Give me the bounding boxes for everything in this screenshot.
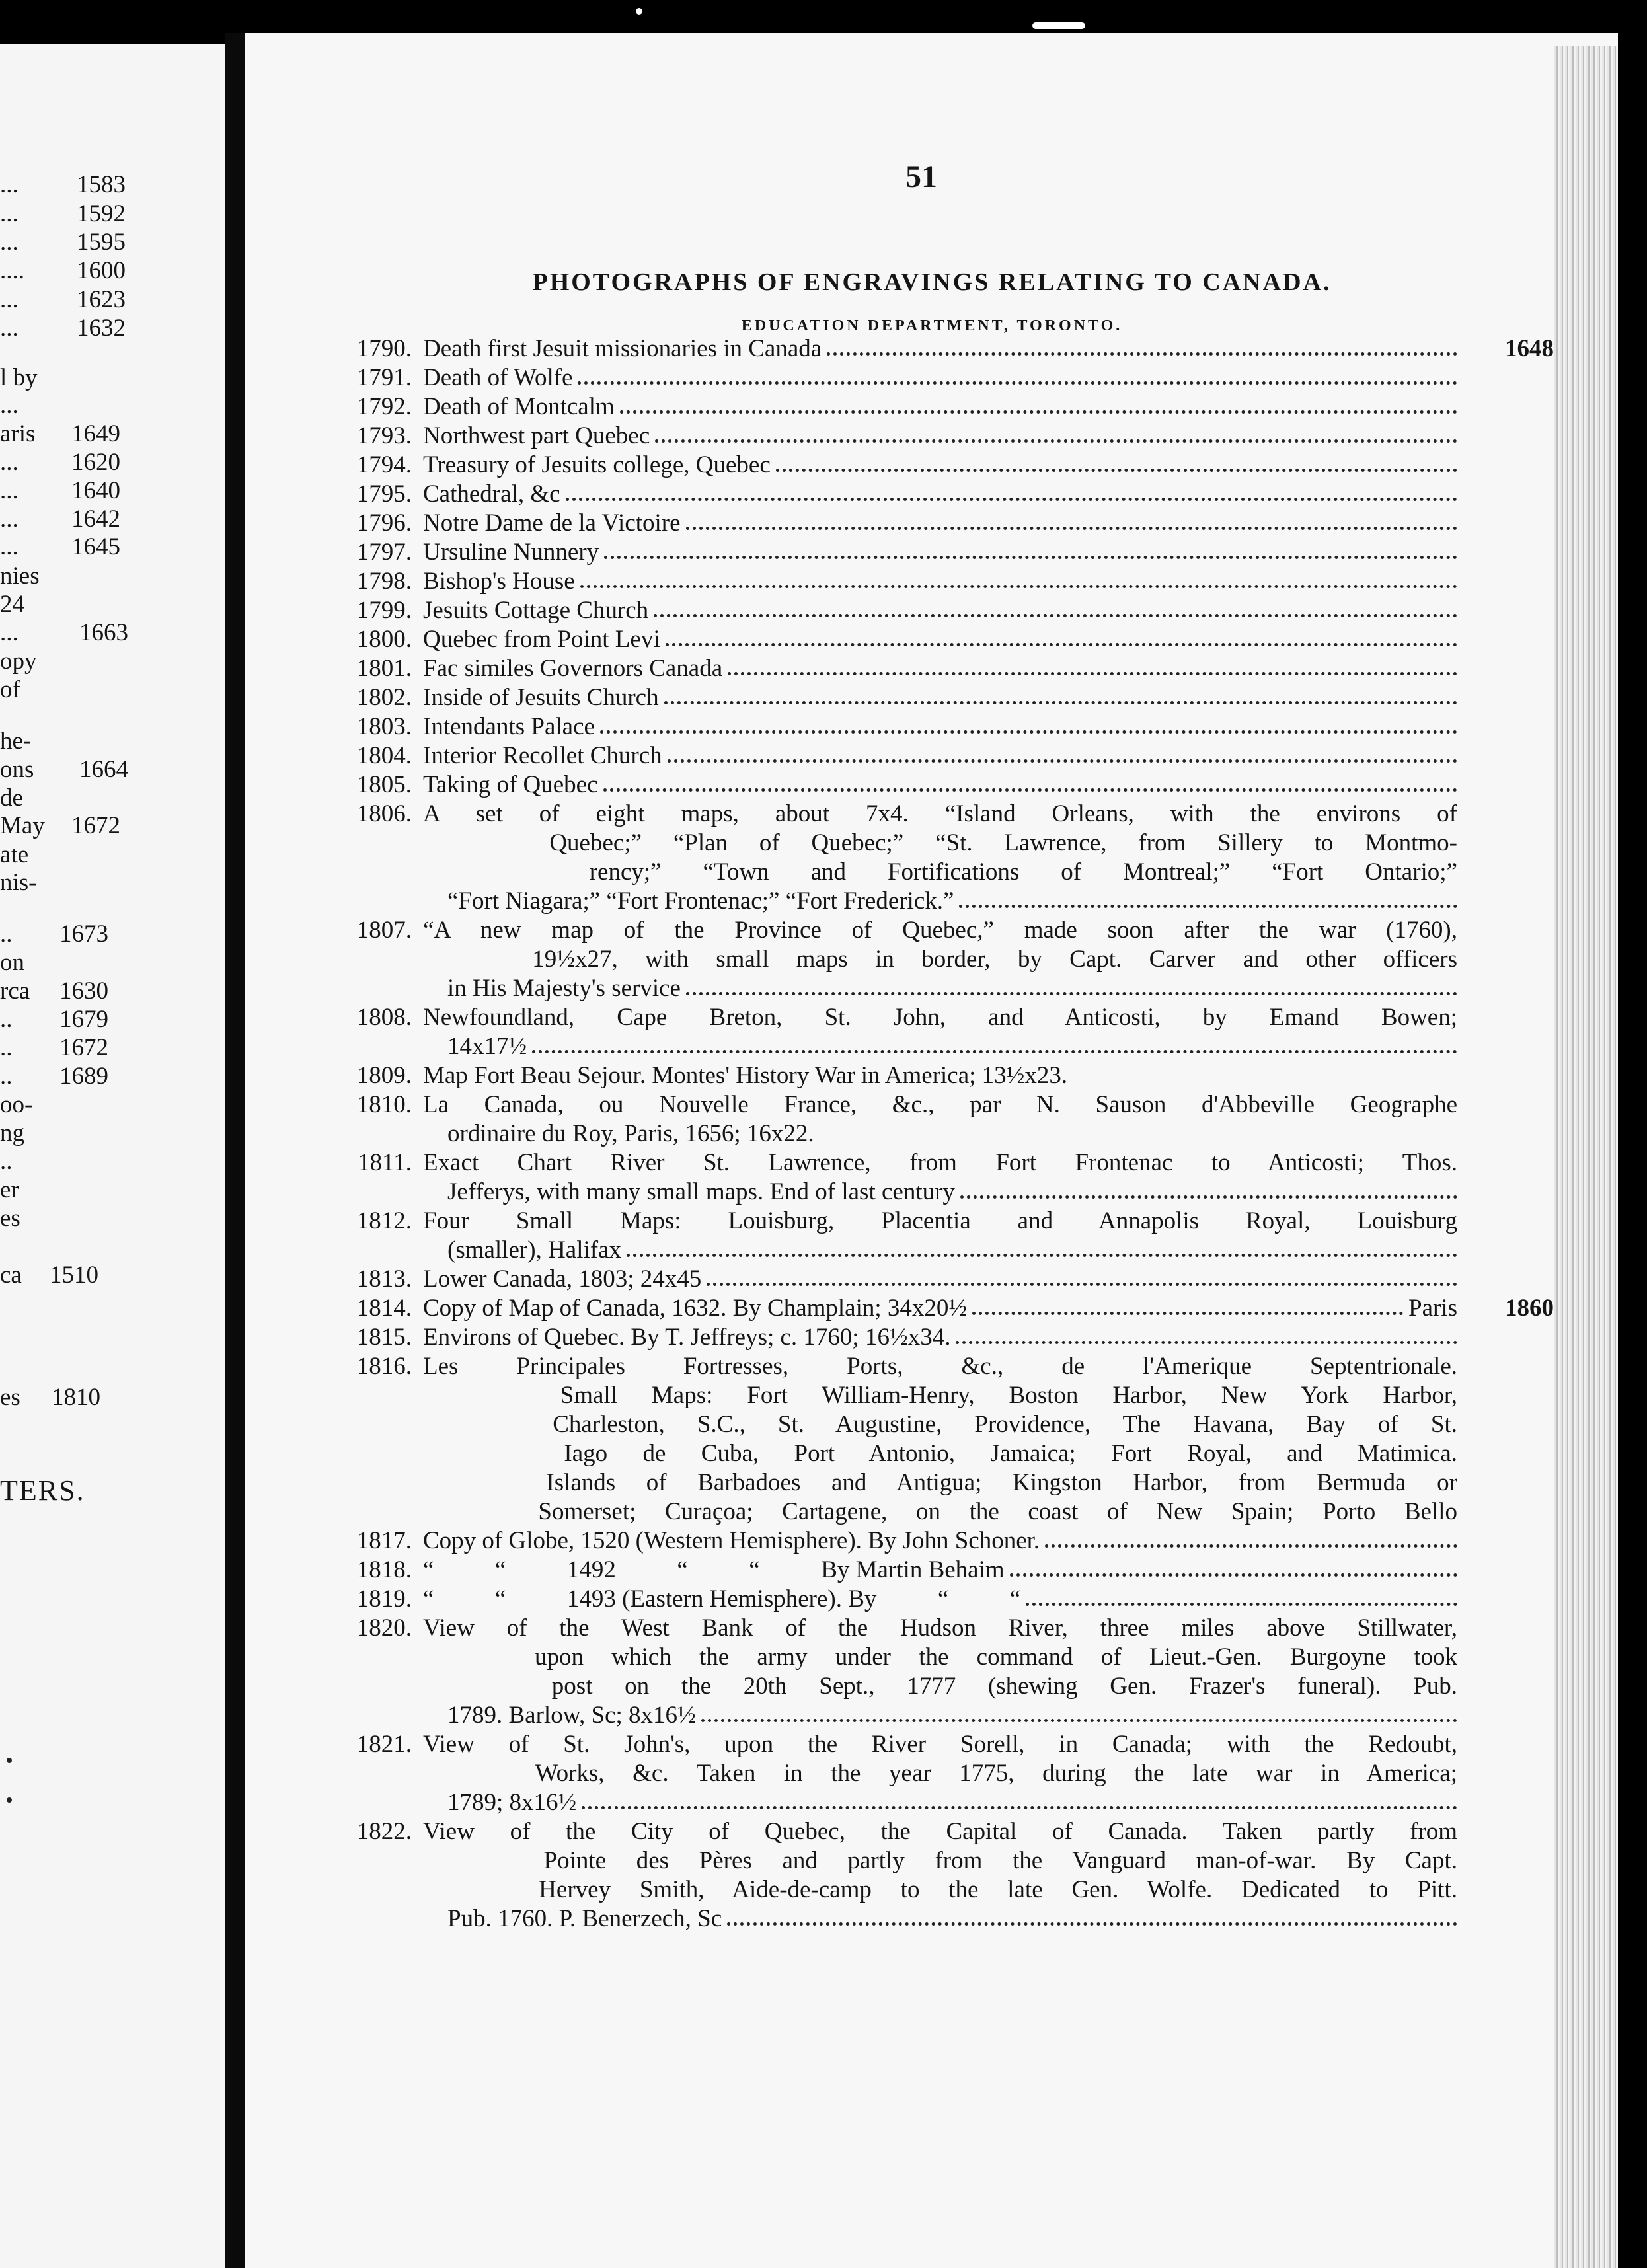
entry-description [423, 1585, 1457, 1614]
left-page-year: 1640 [71, 477, 120, 504]
entry-description [423, 1556, 1457, 1585]
entry-line [423, 1323, 1457, 1352]
entry-number: 1807. [356, 917, 412, 944]
left-page-year: 1664 [79, 756, 128, 783]
entry-line [423, 1294, 1457, 1323]
entry-description [423, 1817, 1457, 1934]
entry-number: 1820. [356, 1614, 412, 1642]
catalogue-entry [334, 800, 1623, 916]
entry-line-text: Notre Dame de la Victoire [423, 510, 681, 537]
entry-line-text: Cathedral, &c [423, 480, 560, 508]
entry-line [423, 363, 1457, 393]
left-page-fragment: de [0, 784, 23, 812]
entry-number: 1806. [356, 800, 412, 827]
leader-dots [972, 1294, 1403, 1315]
entry-line-text: 1789. Barlow, Sc; 8x16½ [423, 1702, 696, 1729]
entry-number: 1795. [356, 480, 412, 508]
entry-line [423, 538, 1457, 567]
entry-line [423, 334, 1457, 363]
entry-line [423, 945, 1457, 974]
entry-description [423, 683, 1457, 712]
catalogue-entry [334, 1817, 1623, 1934]
left-page-fragment: he- [0, 728, 32, 755]
entry-line [423, 1032, 1457, 1061]
left-page-year: 1600 [77, 257, 126, 284]
entry-line [423, 858, 1457, 887]
entry-line-text: Les Principales Fortresses, Ports, &c., de l'Amerique Septentrionale. [423, 1353, 1457, 1380]
entry-number: 1790. [356, 335, 412, 362]
left-page-fragment: l by [0, 364, 38, 391]
entry-description [423, 1265, 1457, 1294]
entry-line-text: Jefferys, with many small maps. End of last century [423, 1178, 955, 1205]
catalogue-entry [334, 596, 1623, 625]
stray-mark [7, 1797, 12, 1803]
entry-line [423, 1178, 1457, 1207]
entry-line-text: Inside of Jesuits Church [423, 684, 659, 711]
left-page-fragment: ... [0, 171, 19, 198]
entry-description [423, 1090, 1457, 1149]
left-page-year: 1620 [71, 449, 120, 476]
entry-description [423, 480, 1457, 509]
entry-line-text: Hervey Smith, Aide-de-camp to the late Gen. Wolfe. Dedicated to Pitt. [423, 1876, 1457, 1903]
left-page-year: 1810 [52, 1384, 100, 1411]
entry-description [423, 393, 1457, 422]
entry-line [423, 1468, 1457, 1497]
left-page-fragment: .... [0, 257, 24, 284]
left-page-fragment: ... [0, 449, 19, 476]
entry-number: 1792. [356, 393, 412, 420]
entry-line [423, 1352, 1457, 1381]
catalogue-entry [334, 422, 1623, 451]
entry-line [423, 422, 1457, 451]
entry-line-text: Environs of Quebec. By T. Jeffreys; c. 1760; 16½x34. [423, 1324, 951, 1351]
entry-number: 1802. [356, 684, 412, 711]
entry-line [423, 712, 1457, 741]
entry-number: 1803. [356, 713, 412, 740]
entry-line [423, 800, 1457, 829]
catalogue-entry [334, 771, 1623, 800]
entry-line [423, 1497, 1457, 1527]
left-page-year: 1679 [59, 1006, 108, 1033]
entry-description [423, 1614, 1457, 1730]
catalogue-entry [334, 1207, 1623, 1265]
entry-line-text: Intendants Palace [423, 713, 595, 740]
catalogue-entry [334, 334, 1623, 363]
left-page-year: 1592 [77, 200, 126, 227]
left-page-fragment: er [0, 1176, 19, 1203]
entry-line [423, 887, 1457, 916]
entry-line-text: Newfoundland, Cape Breton, St. John, and Anticosti, by Emand Bowen; [423, 1004, 1457, 1031]
entry-line-text: “ “ 1492 “ “ By Martin Behaim [423, 1556, 1005, 1583]
entry-line [423, 567, 1457, 596]
left-page-fragment: nis- [0, 869, 37, 896]
entry-line-text: Copy of Globe, 1520 (Western Hemisphere). By John Schoner. [423, 1527, 1040, 1554]
catalogue-entry [334, 1149, 1623, 1207]
entry-line [423, 741, 1457, 771]
entry-number: 1814. [356, 1295, 412, 1322]
entry-line-text: Death of Wolfe [423, 364, 573, 391]
catalogue-entry [334, 1061, 1623, 1090]
entry-line [423, 1759, 1457, 1788]
entry-line-text: Charleston, S.C., St. Augustine, Providence, The Havana, Bay of St. [423, 1411, 1457, 1438]
entry-line [423, 451, 1457, 480]
left-page-fragment: es [0, 1205, 20, 1232]
entry-line-text: Somerset; Curaçoa; Cartagene, on the coast of New Spain; Porto Bello [423, 1498, 1457, 1525]
entry-line [423, 1003, 1457, 1032]
left-page-year: 1642 [71, 506, 120, 533]
entry-number: 1817. [356, 1527, 412, 1554]
entry-line [423, 1265, 1457, 1294]
entry-number: 1804. [356, 742, 412, 769]
left-page-fragment: ng [0, 1119, 24, 1147]
entry-line-text: Death of Montcalm [423, 393, 615, 420]
entry-number: 1812. [356, 1207, 412, 1234]
entry-line [423, 1236, 1457, 1265]
entry-line [423, 1817, 1457, 1846]
entry-line-text: Four Small Maps: Louisburg, Placentia and Annapolis Royal, Louisburg [423, 1207, 1457, 1234]
entry-description [423, 916, 1457, 1003]
left-page-fragment: ... [0, 533, 19, 560]
entry-description [423, 451, 1457, 480]
catalogue-entry [334, 1730, 1623, 1817]
entry-line [423, 1701, 1457, 1730]
entry-line-text: Northwest part Quebec [423, 422, 650, 449]
entry-line [423, 1672, 1457, 1701]
entry-line [423, 1410, 1457, 1439]
left-page-fragment: .. [0, 1148, 13, 1175]
left-page-year: 1672 [71, 812, 120, 839]
catalogue-entry [334, 1614, 1623, 1730]
catalogue-entry [334, 1265, 1623, 1294]
catalogue-entry [334, 741, 1623, 771]
entry-line-text: Ursuline Nunnery [423, 539, 599, 566]
entry-line-text: Taking of Quebec [423, 771, 598, 798]
entry-number: 1818. [356, 1556, 412, 1583]
left-page-fragment: ... [0, 392, 19, 419]
entry-description [423, 1352, 1457, 1527]
entry-line [423, 1788, 1457, 1817]
catalogue-entry [334, 1527, 1623, 1556]
entry-line-text: Copy of Map of Canada, 1632. By Champlain; 34x20½ [423, 1295, 968, 1322]
left-page-fragment: aris [0, 420, 36, 447]
left-page-fragment: ... [0, 619, 19, 646]
left-page-fragment: ate [0, 841, 29, 868]
entry-number: 1794. [356, 451, 412, 478]
entry-line-text: upon which the army under the command of Lieut.-Gen. Burgoyne took [423, 1644, 1457, 1671]
entry-line-text: “ “ 1493 (Eastern Hemisphere). By “ “ [423, 1585, 1021, 1612]
entry-description [423, 1003, 1457, 1061]
entry-line [423, 1061, 1457, 1090]
entry-number: 1815. [356, 1324, 412, 1351]
entry-number: 1819. [356, 1585, 412, 1612]
entry-description [423, 567, 1457, 596]
entry-description [423, 509, 1457, 538]
entry-line [423, 1149, 1457, 1178]
left-page-fragment: TERS. [0, 1474, 85, 1507]
catalogue-entry [334, 363, 1623, 393]
catalogue-entry [334, 393, 1623, 422]
scan-speck [636, 8, 642, 15]
entry-description [423, 422, 1457, 451]
entry-place: Paris [1408, 1295, 1457, 1322]
entry-number: 1801. [356, 655, 412, 682]
entry-line-text: Quebec;” “Plan of Quebec;” “St. Lawrence, from Sillery to Montmo- [423, 829, 1457, 856]
left-page-fragment: .. [0, 1006, 13, 1033]
entry-number: 1797. [356, 539, 412, 566]
entry-line [423, 596, 1457, 625]
left-page-fragment: .. [0, 1034, 13, 1061]
entry-number: 1822. [356, 1818, 412, 1845]
entry-line [423, 974, 1457, 1003]
left-page-fragment: on [0, 949, 24, 976]
entry-number: 1808. [356, 1004, 412, 1031]
left-page-fragment: .. [0, 1063, 13, 1090]
entry-line-text: Treasury of Jesuits college, Quebec [423, 451, 771, 478]
entry-number: 1799. [356, 597, 412, 624]
left-page-year: 1672 [59, 1034, 108, 1061]
entry-line [423, 1439, 1457, 1468]
entry-line-text: Islands of Barbadoes and Antigua; Kingston Harbor, from Bermuda or [423, 1469, 1457, 1496]
left-page-year: 1583 [77, 171, 126, 198]
entry-description [423, 1149, 1457, 1207]
catalogue-entry [334, 451, 1623, 480]
entry-line [423, 1556, 1457, 1585]
left-page-fragment: .. [0, 921, 13, 948]
entry-description [423, 800, 1457, 916]
left-page-year: 1595 [77, 229, 126, 256]
entry-line [423, 829, 1457, 858]
left-page-fragment: ... [0, 286, 19, 313]
entry-description [423, 1527, 1457, 1556]
left-page-year: 1623 [77, 286, 126, 313]
catalogue-entry [334, 654, 1623, 683]
left-page-year: 1649 [71, 420, 120, 447]
left-page-fragment: es [0, 1384, 20, 1411]
left-page-year: 1663 [79, 619, 128, 646]
entry-line [423, 1090, 1457, 1119]
left-page-fragment: ... [0, 229, 19, 256]
stray-mark [7, 1758, 12, 1763]
page [245, 33, 1618, 2268]
entry-description [423, 596, 1457, 625]
entry-line-text: Map Fort Beau Sejour. Montes' History War in America; 13½x23. [423, 1062, 1068, 1089]
left-page-fragment: nies [0, 562, 40, 589]
entry-line-text: Pub. 1760. P. Benerzech, Sc [423, 1905, 722, 1932]
entry-number: 1796. [356, 510, 412, 537]
catalogue-entry [334, 1323, 1623, 1352]
left-page-year: 1673 [59, 921, 108, 948]
entry-line [423, 1846, 1457, 1875]
entry-line [423, 654, 1457, 683]
entry-line [423, 480, 1457, 509]
entry-line-text: Works, &c. Taken in the year 1775, during the late war in America; [423, 1760, 1457, 1787]
left-page-year: 1630 [59, 977, 108, 1004]
entry-line-text: Jesuits Cottage Church [423, 597, 649, 624]
left-page-year: 1645 [71, 533, 120, 560]
left-page-fragment: opy [0, 648, 37, 675]
catalogue-entry [334, 683, 1623, 712]
entry-number: 1816. [356, 1353, 412, 1380]
catalogue-entry [334, 1352, 1623, 1527]
scan-mark [1032, 22, 1085, 29]
entry-line [423, 1119, 1457, 1149]
entry-line [423, 393, 1457, 422]
entry-line-text: La Canada, ou Nouvelle France, &c., par N. Sauson d'Abbeville Geographe [423, 1091, 1457, 1118]
entry-line [423, 1527, 1457, 1556]
entry-number: 1811. [358, 1149, 412, 1176]
page-subtitle: EDUCATION DEPARTMENT, TORONTO. [741, 317, 1123, 334]
left-page-fragment: ... [0, 200, 19, 227]
entry-description [423, 1730, 1457, 1817]
catalogue-entry [334, 509, 1623, 538]
catalogue-entry [334, 1556, 1623, 1585]
entry-line-text: post on the 20th Sept., 1777 (shewing Gen. Frazer's funeral). Pub. [423, 1673, 1457, 1700]
entry-date: 1860 [1505, 1295, 1554, 1322]
left-page-fragment: ... [0, 477, 19, 504]
entry-description [423, 771, 1457, 800]
entry-line-text: Death first Jesuit missionaries in Canada [423, 335, 822, 362]
entry-description [423, 1294, 1457, 1323]
entry-number: 1805. [356, 771, 412, 798]
entry-description [423, 363, 1457, 393]
entry-number: 1793. [356, 422, 412, 449]
entry-description [423, 712, 1457, 741]
entry-line [423, 509, 1457, 538]
entry-line-text: “Fort Niagara;” “Fort Frontenac;” “Fort Frederick.” [423, 888, 954, 915]
entry-line [423, 771, 1457, 800]
catalogue-entry [334, 1294, 1623, 1323]
entry-line [423, 1905, 1457, 1934]
entry-line-text: Bishop's House [423, 568, 575, 595]
catalogue-entry [334, 712, 1623, 741]
entry-line-text: Fac similes Governors Canada [423, 655, 723, 682]
entry-description [423, 741, 1457, 771]
page-number: 51 [905, 159, 937, 194]
entry-description [423, 625, 1457, 654]
entry-line-text: View of the City of Quebec, the Capital of Canada. Taken partly from [423, 1818, 1457, 1845]
catalogue-entry [334, 1585, 1623, 1614]
entry-line [423, 1643, 1457, 1672]
entry-line-text: Pointe des Pères and partly from the Vanguard man-of-war. By Capt. [423, 1847, 1457, 1874]
left-page-fragment: ... [0, 315, 19, 342]
left-page-fragment: of [0, 676, 20, 703]
entry-line [423, 1875, 1457, 1905]
entry-line-text: Iago de Cuba, Port Antonio, Jamaica; Fort Royal, and Matimica. [423, 1440, 1457, 1467]
entry-line-text: Quebec from Point Levi [423, 626, 660, 653]
catalogue-entry [334, 567, 1623, 596]
catalogue-entry [334, 1090, 1623, 1149]
catalogue-entry [334, 625, 1623, 654]
entry-line-text: 1789; 8x16½ [423, 1789, 577, 1816]
entry-line-text: “A new map of the Province of Quebec,” made soon after the war (1760), [423, 917, 1457, 944]
facing-page-left [0, 44, 225, 2268]
catalogue-entry [334, 1003, 1623, 1061]
entry-number: 1809. [356, 1062, 412, 1089]
left-page-year: 1510 [50, 1262, 98, 1289]
entry-line-text: Interior Recollet Church [423, 742, 662, 769]
entry-number: 1813. [356, 1266, 412, 1293]
catalogue-entry [334, 480, 1623, 509]
left-page-fragment: May [0, 812, 45, 839]
left-page-fragment: ... [0, 506, 19, 533]
entry-date: 1648 [1505, 335, 1554, 362]
entry-line [423, 625, 1457, 654]
entry-line [423, 1614, 1457, 1643]
left-page-fragment: ons [0, 756, 34, 783]
entry-line-text: rency;” “Town and Fortifications of Montreal;” “Fort Ontario;” [423, 858, 1457, 886]
entry-line-text: 19½x27, with small maps in border, by Capt. Carver and other officers [423, 946, 1457, 973]
entry-line [423, 1730, 1457, 1759]
entry-description [423, 1207, 1457, 1265]
entry-line [423, 916, 1457, 945]
left-page-year: 1632 [77, 315, 126, 342]
entry-line [423, 683, 1457, 712]
entry-line-text: Exact Chart River St. Lawrence, from Fort Frontenac to Anticosti; Thos. [423, 1149, 1457, 1176]
left-page-fragment: oo- [0, 1091, 33, 1118]
entry-line [423, 1207, 1457, 1236]
entry-description [423, 1061, 1457, 1090]
entry-number: 1791. [356, 364, 412, 391]
left-page-fragment: rca [0, 977, 30, 1004]
catalogue-entry [334, 916, 1623, 1003]
entry-line-text: (smaller), Halifax [423, 1236, 621, 1264]
entry-number: 1800. [356, 626, 412, 653]
entry-line-text: 14x17½ [423, 1033, 527, 1060]
catalogue-entry [334, 538, 1623, 567]
entry-line-text: Lower Canada, 1803; 24x45 [423, 1266, 702, 1293]
entry-line-text: A set of eight maps, about 7x4. “Island Orleans, with the environs of [423, 800, 1457, 827]
entry-line-text: View of the West Bank of the Hudson River, three miles above Stillwater, [423, 1614, 1457, 1642]
entry-number: 1821. [356, 1731, 412, 1758]
left-page-fragment: 24 [0, 591, 24, 618]
entry-number: 1810. [356, 1091, 412, 1118]
entry-description [423, 538, 1457, 567]
entry-line-text: View of St. John's, upon the River Sorell, in Canada; with the Redoubt, [423, 1731, 1457, 1758]
entry-line-text: Small Maps: Fort William-Henry, Boston Harbor, New York Harbor, [423, 1382, 1457, 1409]
book-gutter [225, 33, 245, 2268]
entry-line [423, 1585, 1457, 1614]
entry-line-text: ordinaire du Roy, Paris, 1656; 16x22. [423, 1120, 814, 1147]
entry-description [423, 334, 1457, 363]
entry-description [423, 654, 1457, 683]
left-page-fragment: ca [0, 1262, 22, 1289]
entry-line [423, 1381, 1457, 1410]
page-title: PHOTOGRAPHS OF ENGRAVINGS RELATING TO CANADA. [532, 268, 1332, 296]
entry-description [423, 1323, 1457, 1352]
entry-number: 1798. [356, 568, 412, 595]
left-page-year: 1689 [59, 1063, 108, 1090]
entry-line-text: in His Majesty's service [423, 975, 681, 1002]
